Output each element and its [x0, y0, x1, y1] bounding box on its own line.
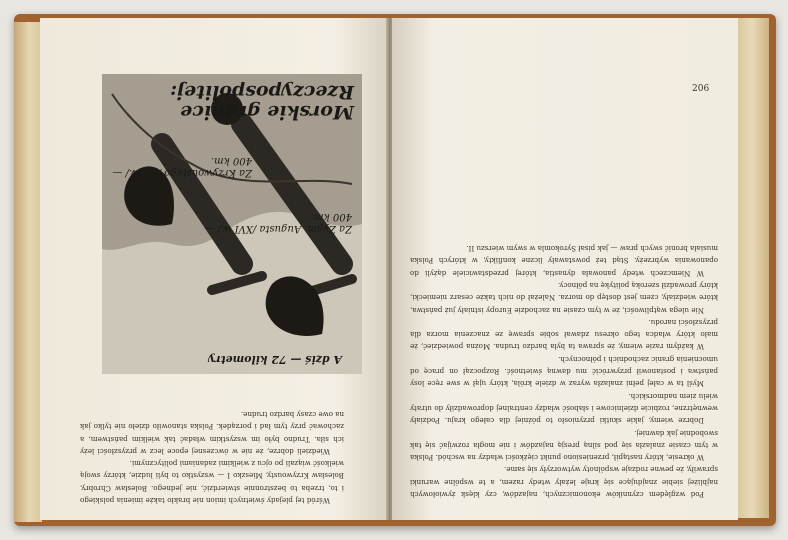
page-edges-right	[735, 18, 769, 518]
paragraph: Pod względem czynników ekonomicznych, najazdów, czy klęsk żywiołowych najbliżej siebie znajdujące się kraje leżały wtedy razem, a te wspólne warunki sprawiły, że pewne rodzaje wspólnoty wytworzyły się same.	[410, 465, 718, 499]
poster-line-krzywousty: Za Krzywoustego /XII w./ — 400 km.	[112, 155, 252, 178]
left-page	[40, 18, 388, 520]
right-page	[392, 18, 738, 520]
left-page-text	[80, 391, 344, 506]
paragraph: W Niemczech wtedy panowała dynastia, której przedstawiciele dążyli do opanowania wybrzeży. Stąd też powstawały liczne konflikty, w których Polska musiała bronić swych praw — jak pisał Syrokomla w swym wierszu II.	[410, 244, 718, 278]
paragraph: Nie ulega wątpliwości, że w tym czasie na zachodzie Europy istniały już państwa, które wiedziały, czem jest dostęp do morza. Należał do nich także cesarz niemiecki, który prowadził szeroką politykę na północy.	[410, 280, 718, 315]
paragraph: Wiedzieli dobrze, że nie w ówczesnej epoce lecz w przyszłości leży ich siła. Trudno było im wszystkim władać tak wielkim państwem, a zachować przy tym ład i porządek. Polska stanowiło dzieło nie tylko jak na owe czasy bardzo trudne.	[80, 409, 344, 456]
poster-line-zygmunt: Za Zygm. Augusta /XVI w./ — 400 km.	[204, 211, 352, 234]
paragraph: Wśród tej plejady świetnych imion nie brakło także imienia polskiego i to, trzeba to bezstronnie stwierdzić, nie jednego. Bolesław Chrobry, Bolesław Krzywousty, Mieszko I — wszystko to byli ludzie, którzy swoją wielkość wiązali po ojcu z wielkimi zadaniami politycznymi.	[80, 459, 344, 505]
poster-title: Morskie granice Rzeczypospolitej:	[170, 81, 354, 123]
right-page-content	[392, 18, 738, 520]
paragraph: W każdym razie wiemy, że sprawa ta była bardzo trudna. Można powiedzieć, że mało który władca tego okresu zdawał sobie sprawę ze znaczenia morza dla przyszłości narodu.	[410, 317, 718, 352]
paragraph: Myśl ta w całej pełni znalazła wyraz w dziele króla, który ujął w swe ręce losy państwa i postanowił przywrócić mu dawną świetność. Rozpoczął on pracę od umocnienia granic zachodnich i północnych.	[410, 354, 718, 389]
paragraph: Dobrze wiemy, jakie skutki przyniosło to później dla całego kraju. Podziały wewnętrzne, rozbicie dzielnicowe i słabość władzy centralnej doprowadziły do utraty wielu ziem nadmorskich.	[410, 391, 718, 426]
paragraph: W okresie, który nastąpił, przeniesiono punkt ciężkości władzy na wschód. Polska w tym czasie znalazła się pod silną presją najazdów i nie mogła rozwijać się tak swobodnie jak dawniej.	[410, 428, 718, 463]
poster-line-today: A dziś — 72 kilometry	[208, 353, 342, 366]
right-page-text	[410, 88, 718, 500]
map-poster	[102, 74, 362, 374]
page-edges-left	[14, 22, 42, 522]
left-page-content	[40, 18, 388, 520]
page-number: 206	[692, 84, 710, 94]
